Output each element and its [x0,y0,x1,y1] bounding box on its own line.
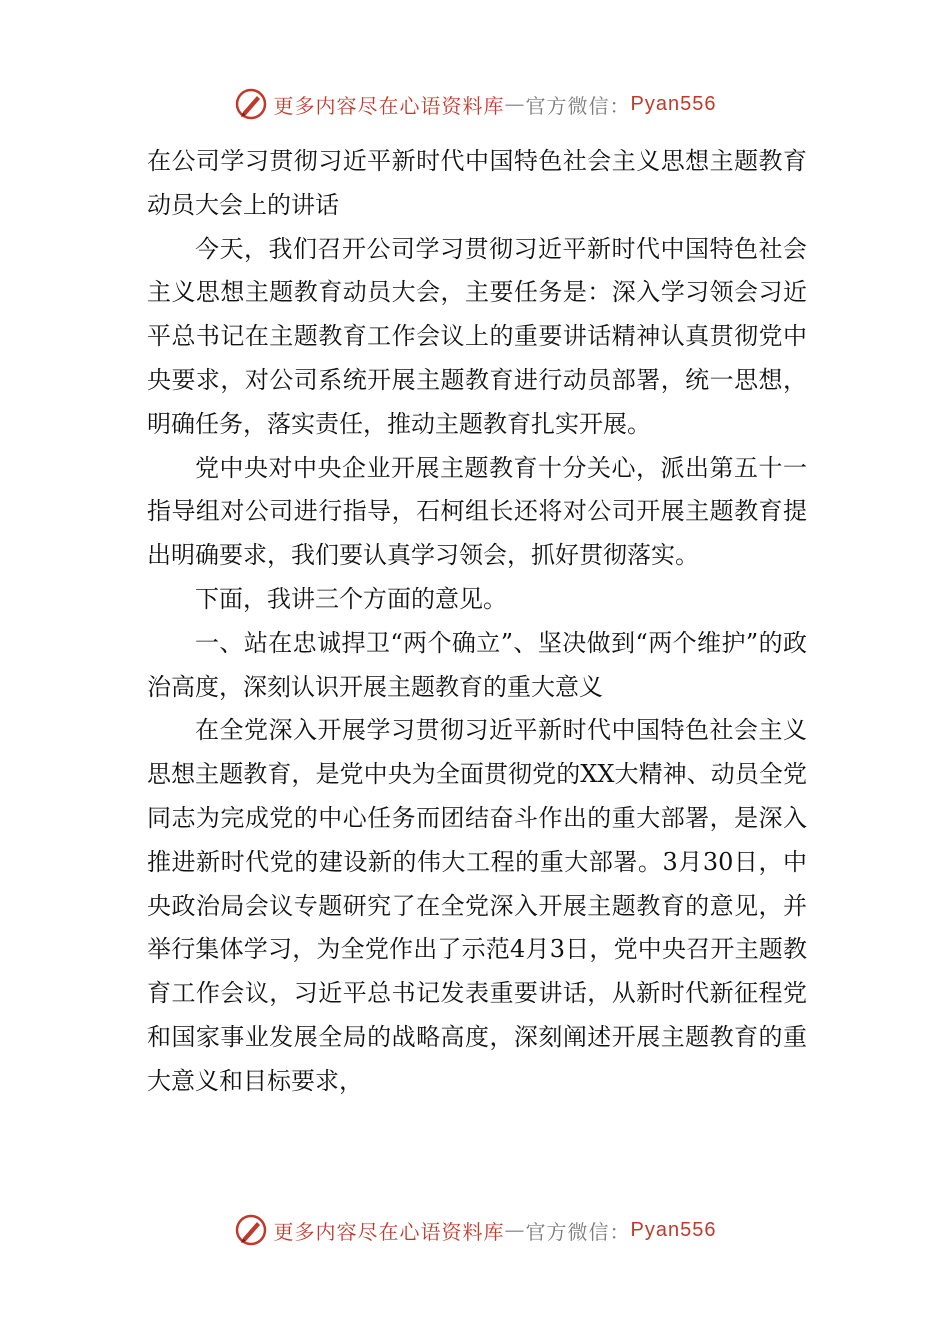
banner-separator: — [504,92,526,116]
paragraph-2: 党中央对中央企业开展主题教育十分关心，派出第五十一指导组对公司进行指导，石柯组长还将对公司开展主题教育提出明确要求，我们要认真学习领会，抓好贯彻落实。 [147,453,807,570]
document-title: 在公司学习贯彻习近平新时代中国特色社会主义思想主题教育动员大会上的讲话 [147,147,807,219]
banner-wechat-id: Pyan556 [630,92,717,115]
document-body [147,140,807,1104]
paragraph-1: 今天，我们召开公司学习贯彻习近平新时代中国特色社会主义思想主题教育动员大会，主要任务是：深入学习领会习近平总书记在主题教育工作会议上的重要讲话精神认真贯彻党中央要求，对公司系统开展主题教育进行动员部署，统一思想，明确任务，落实责任，推动主题教育扎实开展。 [147,234,807,438]
banner-official-label: 官方微信： [525,1219,631,1244]
banner-official-label: 官方微信： [525,93,631,118]
section-heading-1: 一、站在忠诚捍卫“两个确立”、坚决做到“两个维护”的政治高度，深刻认识开展主题教育的重大意义 [147,628,807,701]
banner-separator: — [504,1218,526,1242]
pen-logo-icon [234,87,268,121]
pen-logo-icon [234,1213,268,1247]
banner-text: 更多内容尽在心语资料库 [273,93,505,118]
banner-text: 更多内容尽在心语资料库 [273,1219,505,1244]
footer-banner [0,1210,950,1250]
banner-wechat-id: Pyan556 [630,1218,717,1241]
paragraph-4: 在全党深入开展学习贯彻习近平新时代中国特色社会主义思想主题教育，是党中央为全面贯彻党的XX大精神、动员全党同志为完成党的中心任务而团结奋斗作出的重大部署，是深入推进新时代党的建设新的伟大工程的重大部署。3月30日，中央政治局会议专题研究了在全党深入开展主题教育的意见，并举行集体学习，为全党作出了示范4月3日，党中央召开主题教育工作会议，习近平总书记发表重要讲话，从新时代新征程党和国家事业发展全局的战略高度，深刻阐述开展主题教育的重大意义和目标要求， [147,716,807,1095]
header-banner [0,84,950,124]
paragraph-3: 下面，我讲三个方面的意见。 [195,584,507,613]
